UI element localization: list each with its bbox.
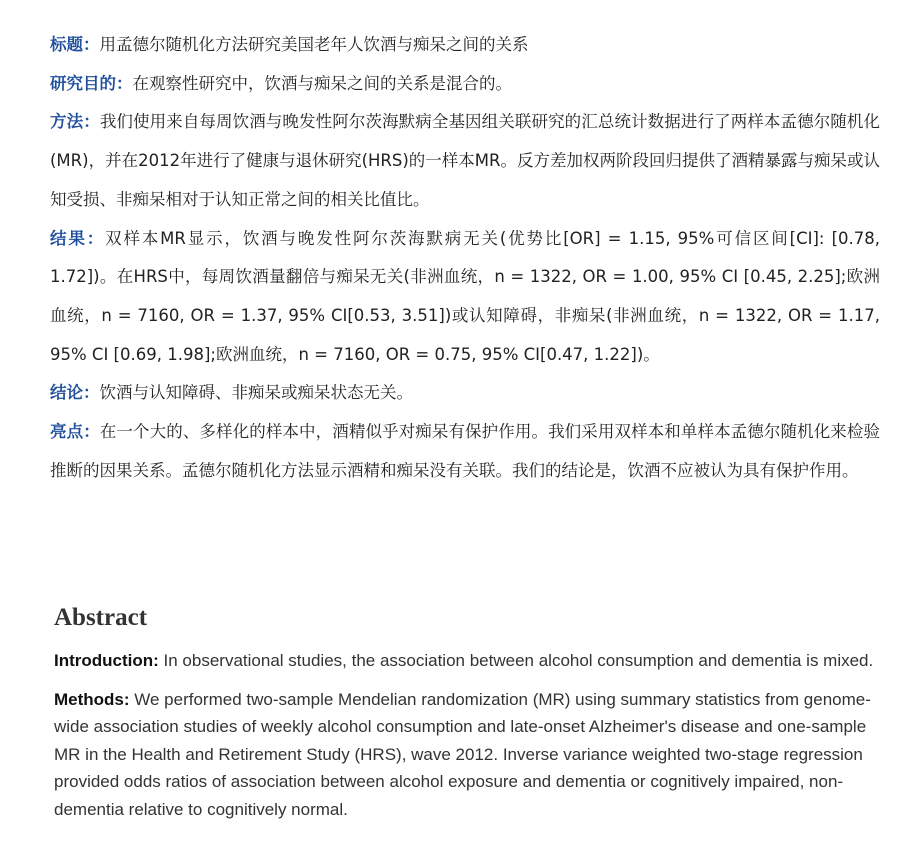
- english-abstract: [54, 596, 879, 823]
- cn-highlights-label: 亮点：: [50, 422, 100, 442]
- abstract-heading: Abstract: [54, 604, 148, 631]
- cn-methods-text: 我们使用来自每周饮酒与晚发性阿尔茨海默病全基因组关联研究的汇总统计数据进行了两样本孟德尔随机化(MR)，并在2012年进行了健康与退休研究(HRS)的一样本MR。反方差加权两阶段回归提供了酒精暴露与痴呆或认知受损、非痴呆相对于认知正常之间的相关比值比。: [50, 112, 881, 209]
- cn-methods-label: 方法：: [50, 112, 100, 132]
- cn-title-paragraph: [50, 26, 880, 65]
- cn-results-text: 双样本MR显示，饮酒与晚发性阿尔茨海默病无关(优势比[OR] = 1.15, 95%可信区间[CI]: [0.78, 1.72])。在HRS中，每周饮酒量翻倍与痴呆无关(非洲血统，n = 1322, OR = 1.00, 95% CI [0.45, 2.25];欧洲血统，n = 7160, OR = 1.37, 95% CI[0.53, 3.51])或认知障碍，非痴呆(非洲血统，n = 1322, OR = 1.17, 95% CI [0.69, 1.98];欧洲血统，n = 7160, OR = 0.75, 95% CI[0.47, 1.22])。: [50, 228, 881, 364]
- cn-results-label: 结果：: [50, 228, 106, 248]
- en-methods-label: Methods:: [54, 689, 130, 709]
- cn-highlights-paragraph: [50, 413, 880, 490]
- cn-highlights-text: 在一个大的、多样化的样本中，酒精似乎对痴呆有保护作用。我们采用双样本和单样本孟德尔随机化来检验推断的因果关系。孟德尔随机化方法显示酒精和痴呆没有关联。我们的结论是，饮酒不应被认为具有保护作用。: [50, 422, 881, 480]
- chinese-summary: [50, 26, 880, 490]
- en-introduction-label: Introduction:: [54, 651, 159, 670]
- en-introduction-text: In observational studies, the association between alcohol consumption and dementia is mixed.: [158, 651, 874, 670]
- cn-methods-paragraph: [50, 103, 880, 219]
- cn-objective-text: 在观察性研究中，饮酒与痴呆之间的关系是混合的。: [132, 73, 512, 93]
- en-methods-paragraph: [54, 686, 879, 824]
- cn-results-paragraph: [50, 220, 880, 375]
- cn-objective-paragraph: [50, 65, 880, 104]
- cn-conclusion-paragraph: [50, 374, 880, 413]
- en-methods-text: We performed two-sample Mendelian randomization (MR) using summary statistics from genome-wide association studies of weekly alcohol consumption and late-onset Alzheimer's disease and one-sample MR in the Health and Retirement Study (HRS), wave 2012. Inverse variance weighted two-stage regression provided odds ratios of association between alcohol exposure and dementia or cognitively impaired, non-dementia relative to cognitively normal.: [54, 689, 871, 819]
- en-introduction-paragraph: [54, 647, 879, 675]
- cn-conclusion-label: 结论：: [50, 383, 100, 403]
- cn-conclusion-text: 饮酒与认知障碍、非痴呆或痴呆状态无关。: [99, 383, 413, 403]
- cn-objective-label: 研究目的：: [50, 73, 133, 93]
- cn-title-label: 标题：: [50, 35, 100, 54]
- cn-title-text: 用孟德尔随机化方法研究美国老年人饮酒与痴呆之间的关系: [99, 35, 529, 54]
